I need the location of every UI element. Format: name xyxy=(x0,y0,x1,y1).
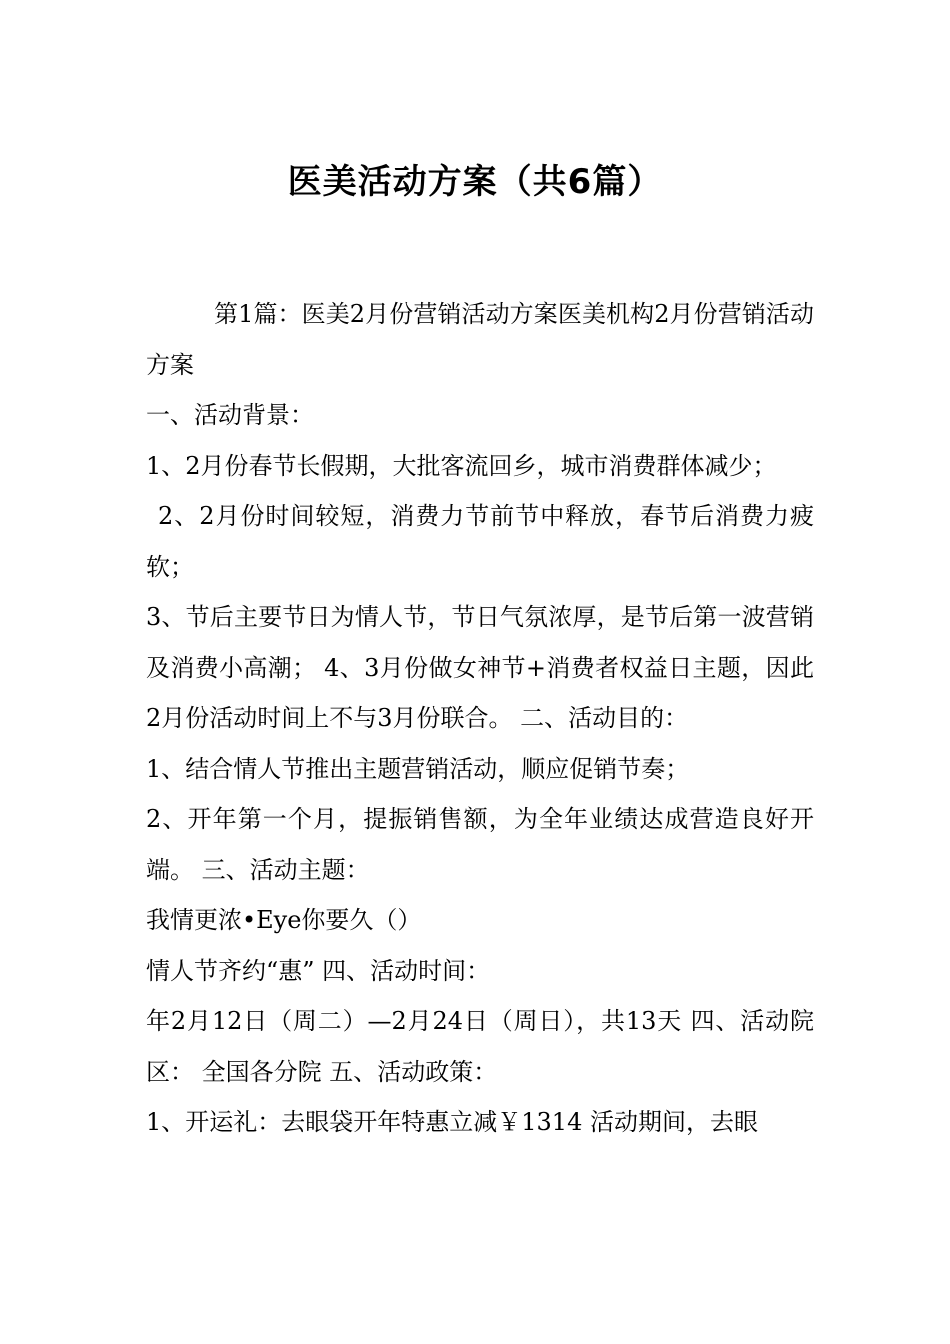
paragraph-policy-1: 1、开运礼：去眼袋开年特惠立减￥1314 活动期间，去眼 xyxy=(146,1108,758,1136)
paragraph-section-background: 一、活动背景： xyxy=(146,401,314,429)
paragraph-background-1: 1、2月份春节长假期，大批客流回乡，城市消费群体减少； xyxy=(146,451,777,480)
paragraph-time-and-area: 年2月12日（周二）—2月24日（周日），共13天 四、活动院区： 全国各分院 五、活动政策： xyxy=(146,1007,814,1086)
document-title: 医美活动方案（共6篇） xyxy=(287,162,663,202)
paragraph-purpose-2: 2、开年第一个月，提振销售额，为全年业绩达成营造良好开端。 三、活动主题： xyxy=(146,805,814,884)
paragraph-theme-1: 我情更浓•Eye你要久（） xyxy=(146,906,422,934)
paragraph-purpose-1: 1、结合情人节推出主题营销活动，顺应促销节奏； xyxy=(146,754,690,783)
document-body xyxy=(146,289,814,1148)
paragraph-background-3: 3、节后主要节日为情人节，节日气氛浓厚，是节后第一波营销及消费小高潮； 4、3月份做女神节+消费者权益日主题，因此2月份活动时间上不与3月份联合。 二、活动目的： xyxy=(146,603,814,732)
paragraph-chapter-heading: 第1篇：医美2月份营销活动方案医美机构2月份营销活动方案 xyxy=(146,300,814,379)
paragraph-background-2: 2、2月份时间较短，消费力节前节中释放，春节后消费力疲软； xyxy=(146,502,814,581)
paragraph-theme-2: 情人节齐约“惠” 四、活动时间： xyxy=(146,956,491,985)
